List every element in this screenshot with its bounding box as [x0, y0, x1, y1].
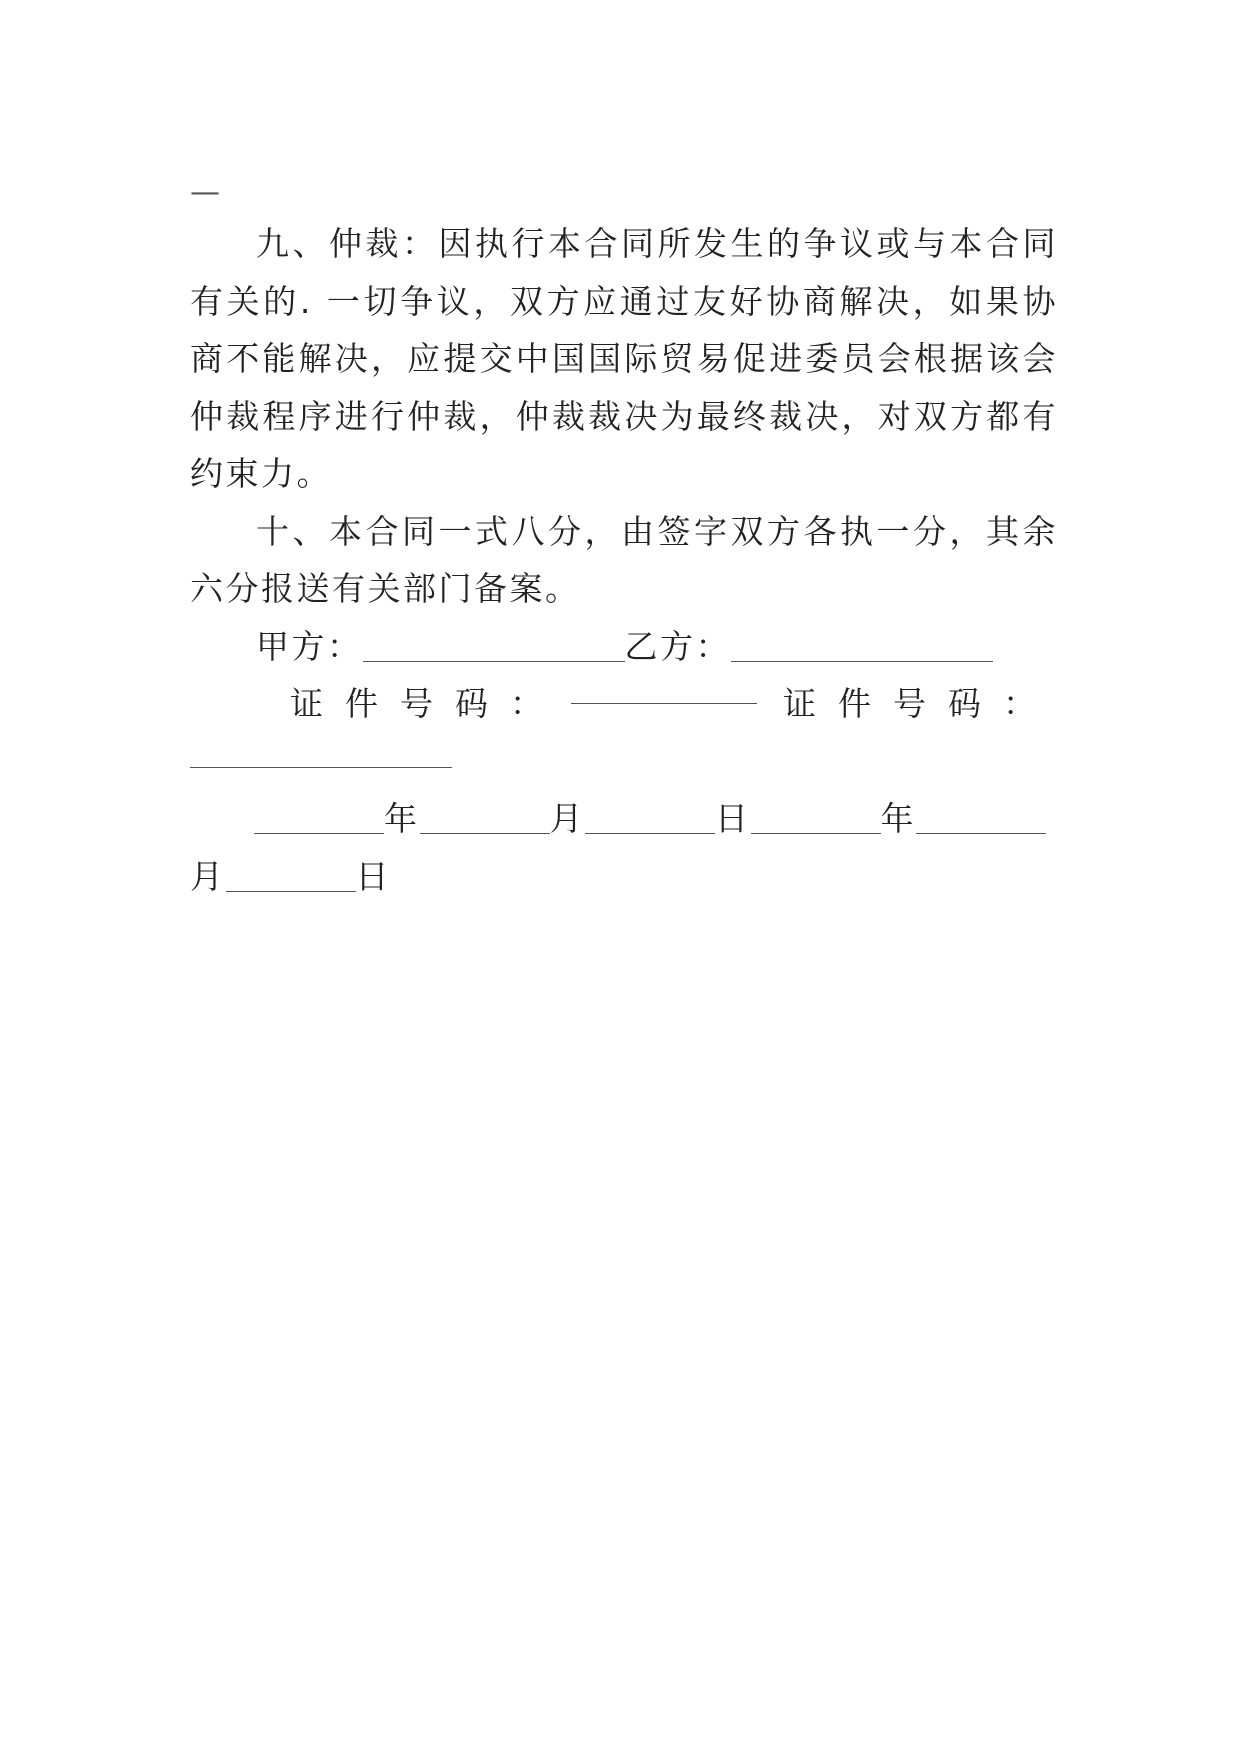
month-label-a: 月 — [549, 799, 585, 838]
day-blank-a — [585, 833, 715, 834]
contract-body — [190, 215, 1058, 905]
month-blank-a — [420, 833, 550, 834]
clause-9-arbitration: 九、仲裁：因执行本合同所发生的争议或与本合同有关的. 一切争议，双方应通过友好协商解决，如果协商不能解决，应提交中国国际贸易促进委员会根据该会仲裁程序进行仲裁，仲裁裁决为最终裁决，对双方都有约束力。 — [190, 224, 1058, 493]
day-label-a: 日 — [715, 799, 751, 838]
id-number-label-a: 证件号码： — [290, 684, 565, 723]
party-a-label: 甲方： — [256, 626, 363, 666]
month-label-b: 月 — [190, 856, 226, 896]
id-number-blank-a — [571, 703, 757, 704]
party-a-blank — [363, 661, 625, 662]
year-label-b: 年 — [880, 799, 916, 838]
id-number-line — [190, 675, 1058, 733]
date-line-continuation — [190, 848, 1058, 906]
day-blank-b — [226, 891, 356, 892]
year-label-a: 年 — [384, 799, 420, 838]
id-number-continuation — [190, 733, 1058, 791]
month-blank-b — [916, 833, 1046, 834]
year-blank-a — [254, 833, 384, 834]
party-signature-line — [190, 618, 1058, 676]
party-b-blank — [731, 661, 993, 662]
previous-page-continuation: — — [190, 175, 220, 210]
date-line — [190, 790, 1058, 848]
party-b-label: 乙方： — [624, 626, 731, 666]
id-number-blank-b — [190, 767, 452, 768]
year-blank-b — [751, 833, 881, 834]
day-label-b: 日 — [355, 856, 391, 896]
id-number-label-b: 证件号码： — [783, 684, 1058, 723]
clause-10-copies: 十、本合同一式八分，由签字双方各执一分，其余六分报送有关部门备案。 — [190, 511, 1058, 608]
